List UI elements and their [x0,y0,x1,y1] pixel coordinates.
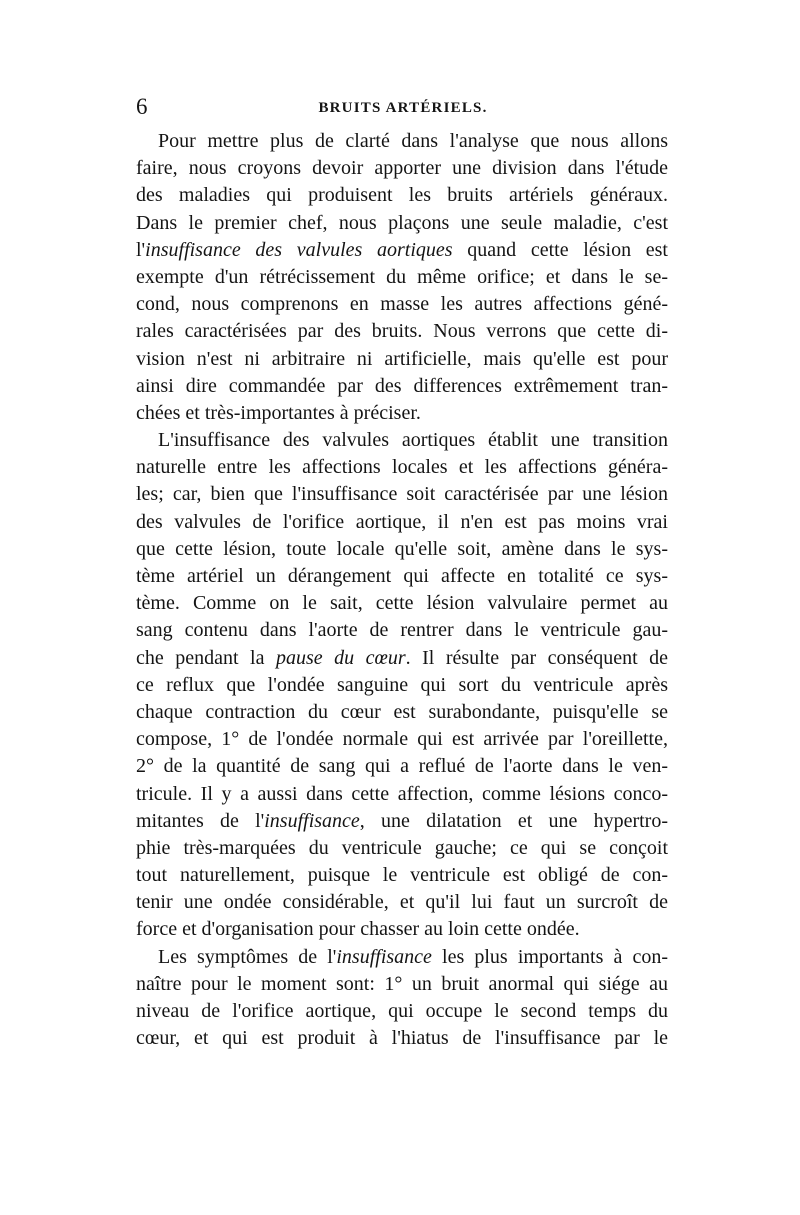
text-line [136,210,668,237]
text-run: naître pour le moment sont: 1° un bruit anormal qui siége au [136,972,668,995]
text-run: 2° de la quantité de sang qui a reflué de l'aorte dans le ven- [136,755,668,778]
running-title: BRUITS ARTÉRIELS. [318,100,488,116]
paragraph [136,128,668,427]
text-run: tème. Comme on le sait, cette lésion valvulaire permet au [136,592,668,615]
italic-text: pause du cœur [275,646,406,669]
text-run: Pour mettre plus de clarté dans l'analyse que nous allons [158,130,668,152]
text-run: Les symptômes de l' [158,945,337,968]
text-line [136,481,668,508]
text-line [136,346,668,373]
text-line [136,889,668,916]
text-line [136,862,668,889]
text-line [136,944,668,971]
text-run: l' [136,238,146,261]
text-line [136,672,668,699]
italic-text: insuffisance [336,945,432,968]
text-line [136,781,668,808]
text-run: les plus importants à con- [431,945,668,968]
text-run: chées et très-importantes à préciser. [136,401,421,424]
text-line [136,971,668,998]
text-run: naturelle entre les affections locales et les affections généra- [136,456,668,479]
text-run: tème artériel un dérangement qui affecte en totalité ce sys- [136,565,668,587]
text-line [136,509,668,536]
text-line [136,400,668,427]
text-line [136,753,668,780]
text-run: , une dilatation et une hypertro- [359,809,668,832]
text-line [136,427,668,454]
paragraph [136,427,668,944]
text-run: ce reflux que l'ondée sanguine qui sort du ventricule après [136,673,668,696]
text-line [136,916,668,943]
text-line [136,563,668,590]
text-run: les; car, bien que l'insuffisance soit caractérisée par une lésion [136,483,668,506]
text-run: cond, nous comprenons en masse les autres affections géné- [136,293,668,316]
paragraph [136,944,668,1053]
text-line [136,536,668,563]
text-line [136,998,668,1025]
text-line [136,808,668,835]
text-run: des maladies qui produisent les bruits artériels généraux. [136,184,668,207]
text-run: sang contenu dans l'aorte de rentrer dans le ventricule gau- [136,619,668,642]
text-run: exempte d'un rétrécissement du même orifice; et dans le se- [136,265,668,288]
text-line [136,1025,668,1052]
text-line [136,237,668,264]
text-run: chaque contraction du cœur est surabondante, puisqu'elle se [136,700,668,723]
italic-text: insuffisance des valvules aortiques [145,238,453,261]
text-line [136,454,668,481]
text-line [136,182,668,209]
running-head [136,92,670,122]
text-line [136,373,668,400]
text-run: des valvules de l'orifice aortique, il n'en est pas moins vrai [136,510,668,533]
text-run: niveau de l'orifice aortique, qui occupe le second temps du [136,1000,668,1022]
text-run: tout naturellement, puisque le ventricule est obligé de con- [136,864,668,887]
text-line [136,835,668,862]
text-run: rales caractérisées par des bruits. Nous verrons que cette di- [136,320,668,343]
body-text [136,128,668,1052]
text-run: . Il résulte par conséquent de [405,646,669,669]
text-run: quand cette lésion est [452,238,668,261]
text-run: force et d'organisation pour chasser au loin cette ondée. [136,918,580,941]
text-line [136,726,668,753]
text-run: tricule. Il y a aussi dans cette affection, comme lésions conco- [136,782,668,805]
text-line [136,155,668,182]
text-run: ainsi dire commandée par des differences extrêmement tran- [136,374,668,397]
text-run: que cette lésion, toute locale qu'elle soit, amène dans le sys- [136,537,668,560]
text-run: compose, 1° de l'ondée normale qui est arrivée par l'oreillette, [136,728,668,751]
text-run: tenir une ondée considérable, et qu'il lui faut un surcroît de [136,891,668,914]
text-run: phie très-marquées du ventricule gauche; ce qui se conçoit [136,836,668,859]
text-line [136,264,668,291]
text-line [136,699,668,726]
text-run: L'insuffisance des valvules aortiques établit une transition [158,429,668,452]
text-run: cœur, et qui est produit à l'hiatus de l'insuffisance par le [136,1027,668,1050]
text-run: mitantes de l' [136,809,265,832]
text-run: che pendant la [136,646,276,669]
text-run: vision n'est ni arbitraire ni artificielle, mais qu'elle est pour [136,347,668,370]
text-run: Dans le premier chef, nous plaçons une seule maladie, c'est [136,211,668,234]
text-line [136,291,668,318]
text-line [136,318,668,345]
text-line [136,645,668,672]
italic-text: insuffisance [264,809,360,832]
text-run: faire, nous croyons devoir apporter une division dans l'étude [136,157,668,180]
text-line [136,128,668,155]
text-line [136,590,668,617]
text-line [136,617,668,644]
page-number: 6 [136,94,148,119]
